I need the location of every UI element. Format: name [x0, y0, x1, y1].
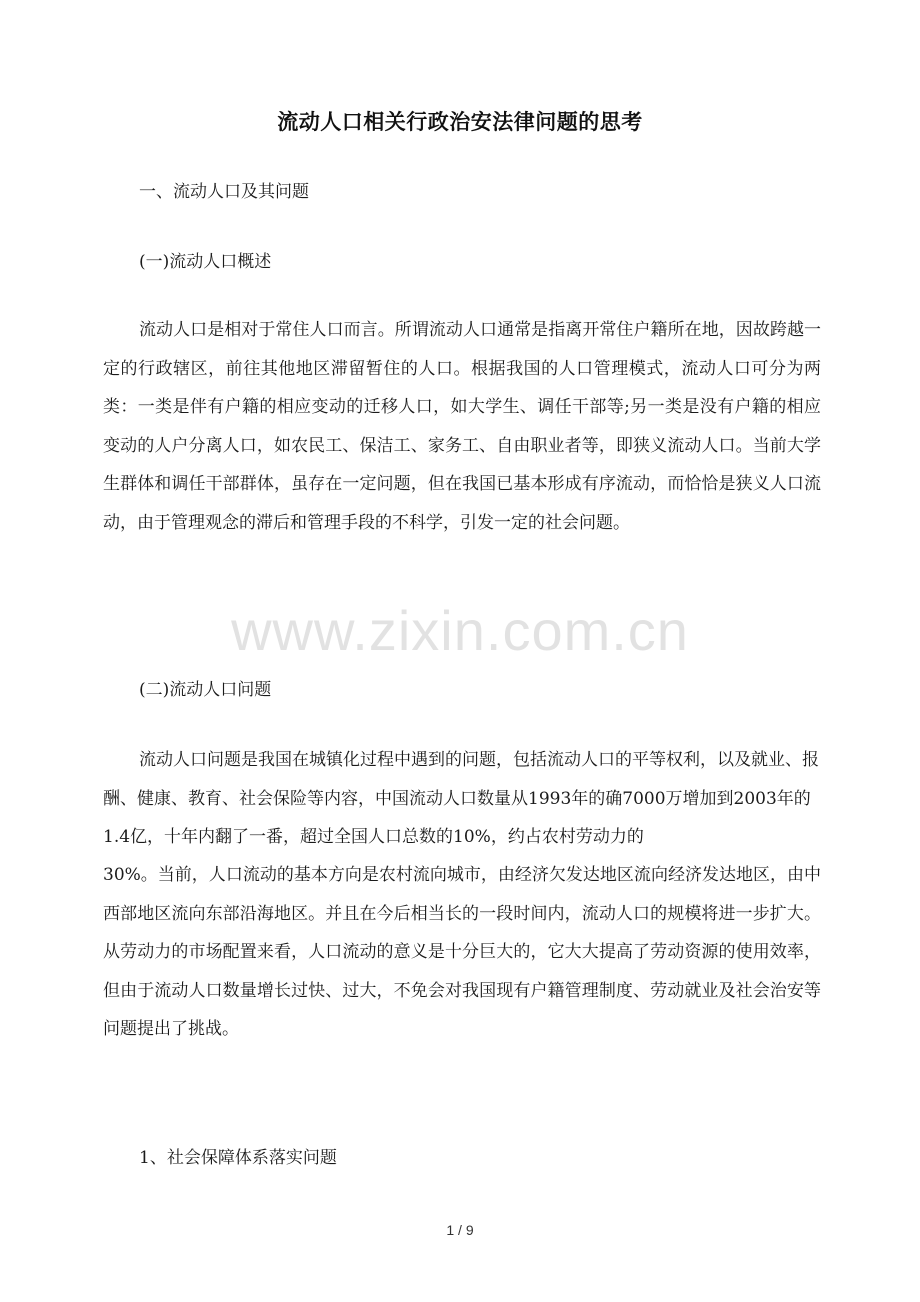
subsection-heading-2: (二)流动人口问题 — [139, 680, 272, 700]
paragraph-1: 流动人口是相对于常住人口而言。所谓流动人口通常是指离开常住户籍所在地，因故跨越一定的行政辖区，前往其他地区滞留暂住的人口。根据我国的人口管理模式，流动人口可分为两类：一类是伴有户籍的相应变动的迁移人口，如大学生、调任干部等;另一类是没有户籍的相应变动的人户分离人口，如农民工、保洁工、家务工、自由职业者等，即狭义流动人口。当前大学生群体和调任干部群体，虽存在一定问题，但在我国已基本形成有序流动，而恰恰是狭义人口流动，由于管理观念的滞后和管理手段的不科学，引发一定的社会问题。 — [103, 320, 821, 533]
paragraph-2-part-1: 流动人口问题是我国在城镇化过程中遇到的问题，包括流动人口的平等权利，以及就业、报酬、健康、教育、社会保险等内容，中国流动人口数量从1993年的确7000万增加到2003年的1.4亿，十年内翻了一番，超过全国人口总数的10%，约占农村劳动力的 — [103, 750, 819, 847]
paragraph-2-part-2: 30%。当前，人口流动的基本方向是农村流向城市，由经济欠发达地区流向经济发达地区，由中西部地区流向东部沿海地区。并且在今后相当长的一段时间内，流动人口的规模将进一步扩大。从劳动力的市场配置来看，人口流动的意义是十分巨大的，它大大提高了劳动资源的使用效率，但由于流动人口数量增长过快、过大，不免会对我国现有户籍管理制度、劳动就业及社会治安等问题提出了挑战。 — [103, 865, 821, 1039]
page-number: 1 / 9 — [446, 1222, 474, 1238]
watermark: www.zixin.com.cn — [231, 599, 689, 662]
subsection-heading-1: (一)流动人口概述 — [139, 252, 272, 272]
section-heading-1: 一、流动人口及其问题 — [139, 182, 309, 202]
document-title: 流动人口相关行政治安法律问题的思考 — [277, 109, 643, 134]
subsection-heading-3: 1、社会保障体系落实问题 — [139, 1148, 337, 1168]
